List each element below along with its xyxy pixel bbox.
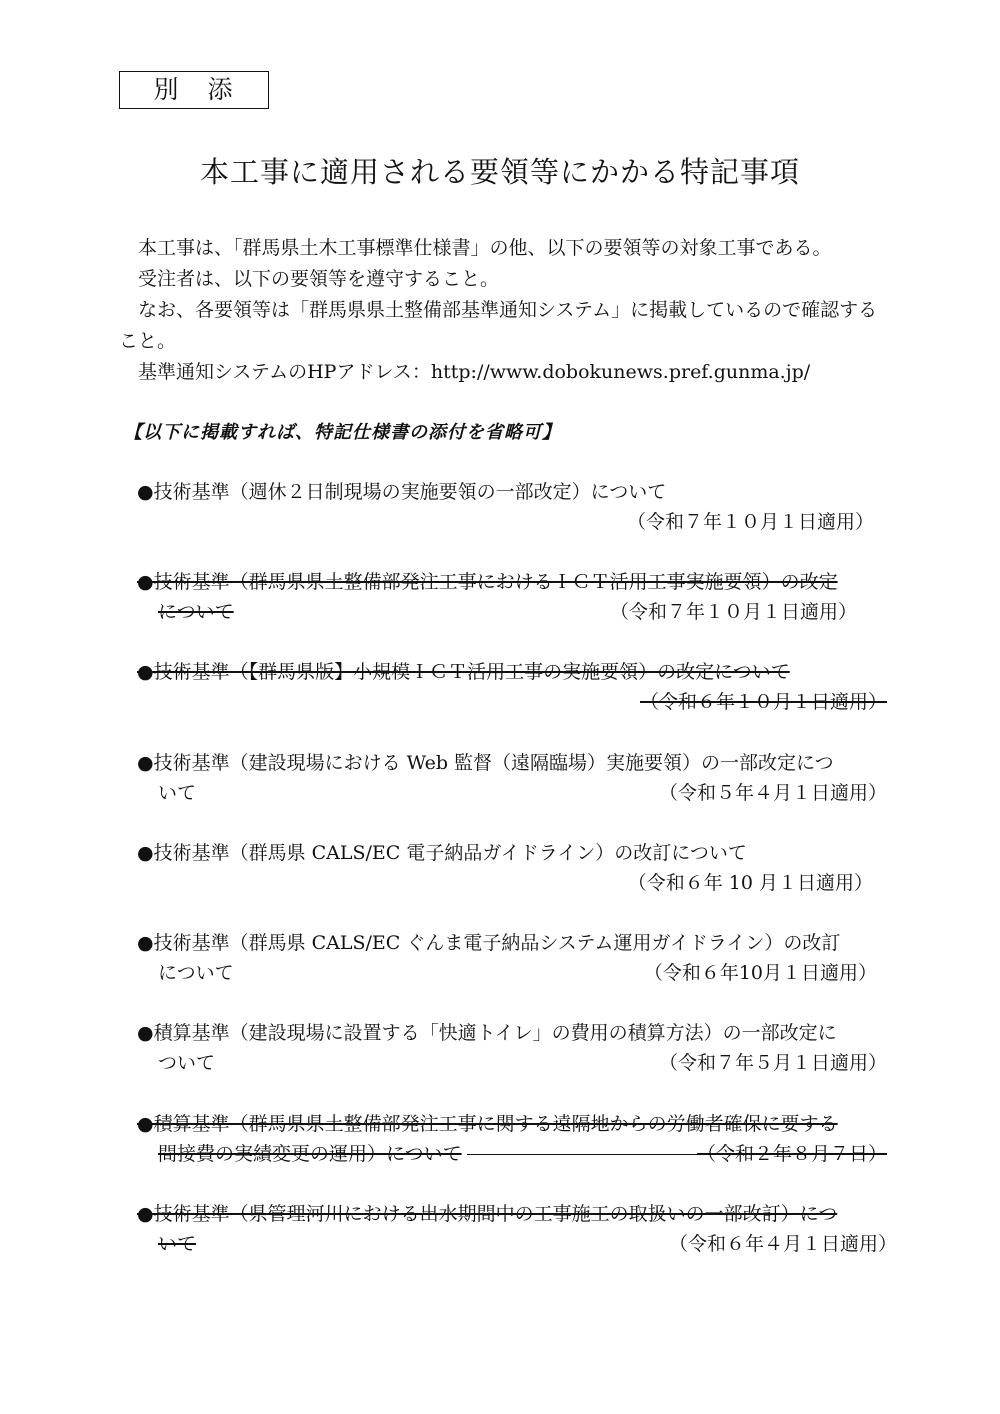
list-item bbox=[137, 477, 887, 537]
list-item bbox=[137, 928, 887, 988]
item-date: （令和７年１０月１日適用） bbox=[609, 601, 857, 623]
list-item bbox=[137, 1018, 887, 1078]
intro-line-2: 受注者は、以下の要領等を遵守すること。 bbox=[138, 268, 500, 290]
attachment-label: 別 添 bbox=[119, 71, 269, 109]
strike-rule bbox=[467, 1154, 707, 1155]
page-title: 本工事に適用される要領等にかかる特記事項 bbox=[199, 155, 800, 189]
item-continuation: について bbox=[158, 601, 234, 623]
intro-paragraph bbox=[119, 233, 889, 388]
item-text: ●技術基準（群馬県県土整備部発注工事におけるＩＣＴ活用工事実施要領）の改定 bbox=[137, 571, 838, 593]
list-item bbox=[137, 1199, 897, 1259]
list-item bbox=[137, 567, 887, 627]
item-text: ●積算基準（建設現場に設置する「快適トイレ」の費用の積算方法）の一部改定に bbox=[137, 1022, 837, 1044]
list-item bbox=[137, 748, 887, 808]
item-date: （令和５年４月１日適用） bbox=[658, 782, 887, 804]
list-item bbox=[137, 657, 887, 717]
item-date: （令和７年１０月１日適用） bbox=[626, 511, 874, 533]
item-text: ●技術基準（群馬県 CALS/EC ぐんま電子納品システム運用ガイドライン）の改訂 bbox=[137, 932, 841, 954]
intro-line-3: なお、各要領等は「群馬県県土整備部基準通知システム」に掲載しているので確認すること。 bbox=[119, 299, 878, 352]
item-continuation: いて bbox=[158, 782, 197, 804]
omission-note: 【以下に掲載すれば、特記仕様書の添付を省略可】 bbox=[124, 422, 561, 443]
item-date: （令和７年５月１日適用） bbox=[658, 1052, 887, 1074]
intro-line-4: 基準通知システムのHPアドレス：http://www.dobokunews.pref.gunma.jp/ bbox=[138, 361, 811, 383]
item-date: （令和６年10月１日適用） bbox=[643, 962, 877, 984]
item-date: （令和６年４月１日適用） bbox=[668, 1233, 897, 1255]
item-date: （令和２年８月７日） bbox=[696, 1143, 887, 1165]
item-continuation: について bbox=[158, 962, 234, 984]
item-text: ●技術基準（群馬県 CALS/EC 電子納品ガイドライン）の改訂について bbox=[137, 842, 747, 864]
item-continuation: いて bbox=[158, 1233, 197, 1255]
item-text: ●積算基準（群馬県県土整備部発注工事に関する遠隔地からの労働者確保に要する bbox=[137, 1113, 838, 1135]
intro-line-1: 本工事は、「群馬県土木工事標準仕様書」の他、以下の要領等の対象工事である。 bbox=[138, 237, 832, 259]
item-text: ●技術基準（【群馬県版】小規模ＩＣＴ活用工事の実施要領）の改定について bbox=[137, 661, 790, 683]
item-text: ●技術基準（建設現場における Web 監督（遠隔臨場）実施要領）の一部改定につ bbox=[137, 752, 834, 774]
item-date: （令和６年１０月１日適用） bbox=[639, 691, 887, 713]
item-date: （令和６年 10 月１日適用） bbox=[627, 872, 873, 894]
item-text: ●技術基準（県管理河川における出水期間中の工事施工の取扱いの一部改訂）につ bbox=[137, 1203, 838, 1225]
item-text: ●技術基準（週休２日制現場の実施要領の一部改定）について bbox=[137, 481, 667, 503]
list-item bbox=[137, 838, 887, 898]
list-item bbox=[137, 1109, 887, 1169]
item-continuation: ついて bbox=[158, 1052, 216, 1074]
item-continuation: 間接費の実績変更の運用）について bbox=[158, 1143, 462, 1165]
